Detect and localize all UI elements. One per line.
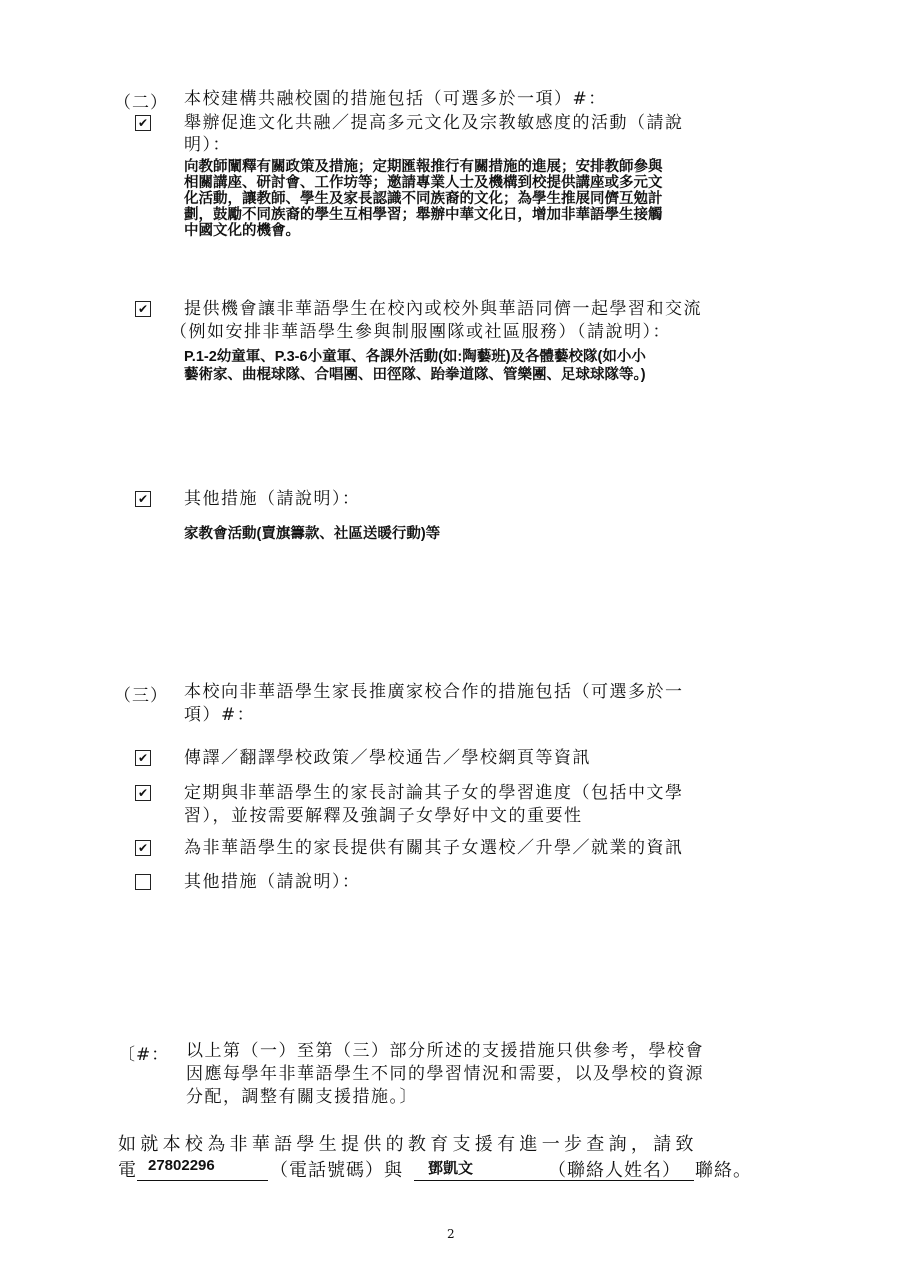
note-line: 以上第（一）至第（三）部分所述的支援措施只供參考，學校會 xyxy=(186,1041,704,1061)
detail-line: 中國文化的機會。 xyxy=(184,223,300,239)
note-line: 分配，調整有關支援措施。〕 xyxy=(186,1087,418,1107)
phone-label: （電話號碼）與 xyxy=(270,1160,403,1181)
phone-field[interactable]: 27802296 xyxy=(148,1157,215,1174)
detail-line: 劃，鼓勵不同族裔的學生互相學習；舉辦中華文化日，增加非華語學生接觸 xyxy=(184,207,663,223)
section-2-label: （二） xyxy=(114,93,168,113)
item-text-line: 明）： xyxy=(184,135,231,155)
section-3-title-line: 本校向非華語學生家長推廣家校合作的措施包括（可選多於一 xyxy=(184,682,684,702)
item-text-line: （例如安排非華語學生參與制服團隊或社區服務）（請說明）： xyxy=(170,322,671,342)
checkbox-peer-learning[interactable]: ✔ xyxy=(135,301,151,317)
phone-underline xyxy=(137,1180,268,1181)
contact-line: 如就本校為非華語學生提供的教育支援有進一步查詢，請致 xyxy=(118,1134,698,1155)
checkbox-other-measures[interactable]: ✔ xyxy=(135,491,151,507)
detail-line: 化活動，讓教師、學生及家長認識不同族裔的文化；為學生推展同儕互勉計 xyxy=(184,191,663,207)
page-number: 2 xyxy=(447,1227,455,1241)
item-text: 傳譯／翻譯學校政策／學校通告／學校網頁等資訊 xyxy=(184,748,591,768)
detail-line: 家教會活動(賣旗籌款、社區送暖行動)等 xyxy=(184,526,441,542)
detail-line: 相關講座、研討會、工作坊等；邀請專業人士及機構到校提供講座或多元文 xyxy=(184,175,663,191)
detail-line: 藝術家、曲棍球隊、合唱團、田徑隊、跆拳道隊、管樂團、足球球隊等。) xyxy=(184,367,646,383)
contact-suffix: 聯絡。 xyxy=(695,1160,752,1181)
item-text: 其他措施（請說明）： xyxy=(184,489,361,509)
contact-name-field[interactable]: 鄧凱文 xyxy=(428,1160,474,1177)
section-3-label: （三） xyxy=(114,686,168,706)
section-2-title: 本校建構共融校園的措施包括（可選多於一項）#： xyxy=(184,89,607,109)
note-line: 因應每學年非華語學生不同的學習情況和需要，以及學校的資源 xyxy=(186,1064,704,1084)
item-text-line: 提供機會讓非華語學生在校內或校外與華語同儕一起學習和交流 xyxy=(184,299,702,319)
note-label: 〔#： xyxy=(118,1045,170,1065)
name-label: （聯絡人姓名） xyxy=(548,1160,681,1181)
item-text-line: 舉辦促進文化共融／提高多元文化及宗教敏感度的活動（請說 xyxy=(184,113,684,133)
detail-line: 向教師闡釋有關政策及措施；定期匯報推行有關措施的進展；安排教師參與 xyxy=(184,159,663,175)
item-text-line: 定期與非華語學生的家長討論其子女的學習進度（包括中文學 xyxy=(184,783,684,803)
checkbox-school-info[interactable]: ✔ xyxy=(135,840,151,856)
checkbox-progress-discussion[interactable]: ✔ xyxy=(135,785,151,801)
item-text: 為非華語學生的家長提供有關其子女選校／升學／就業的資訊 xyxy=(184,838,684,858)
item-text-line: 習），並按需要解釋及強調子女學好中文的重要性 xyxy=(184,806,583,826)
checkbox-translation[interactable]: ✔ xyxy=(135,750,151,766)
detail-line: P.1-2幼童軍、P.3-6小童軍、各課外活動(如:陶藝班)及各體藝校隊(如小小 xyxy=(184,349,646,365)
section-3-title-line: 項）#： xyxy=(184,705,256,725)
contact-prefix: 電 xyxy=(118,1160,136,1181)
item-text: 其他措施（請說明）： xyxy=(184,872,361,892)
checkbox-other-measures-2[interactable] xyxy=(135,874,151,890)
checkbox-cultural-activities[interactable]: ✔ xyxy=(135,115,151,131)
